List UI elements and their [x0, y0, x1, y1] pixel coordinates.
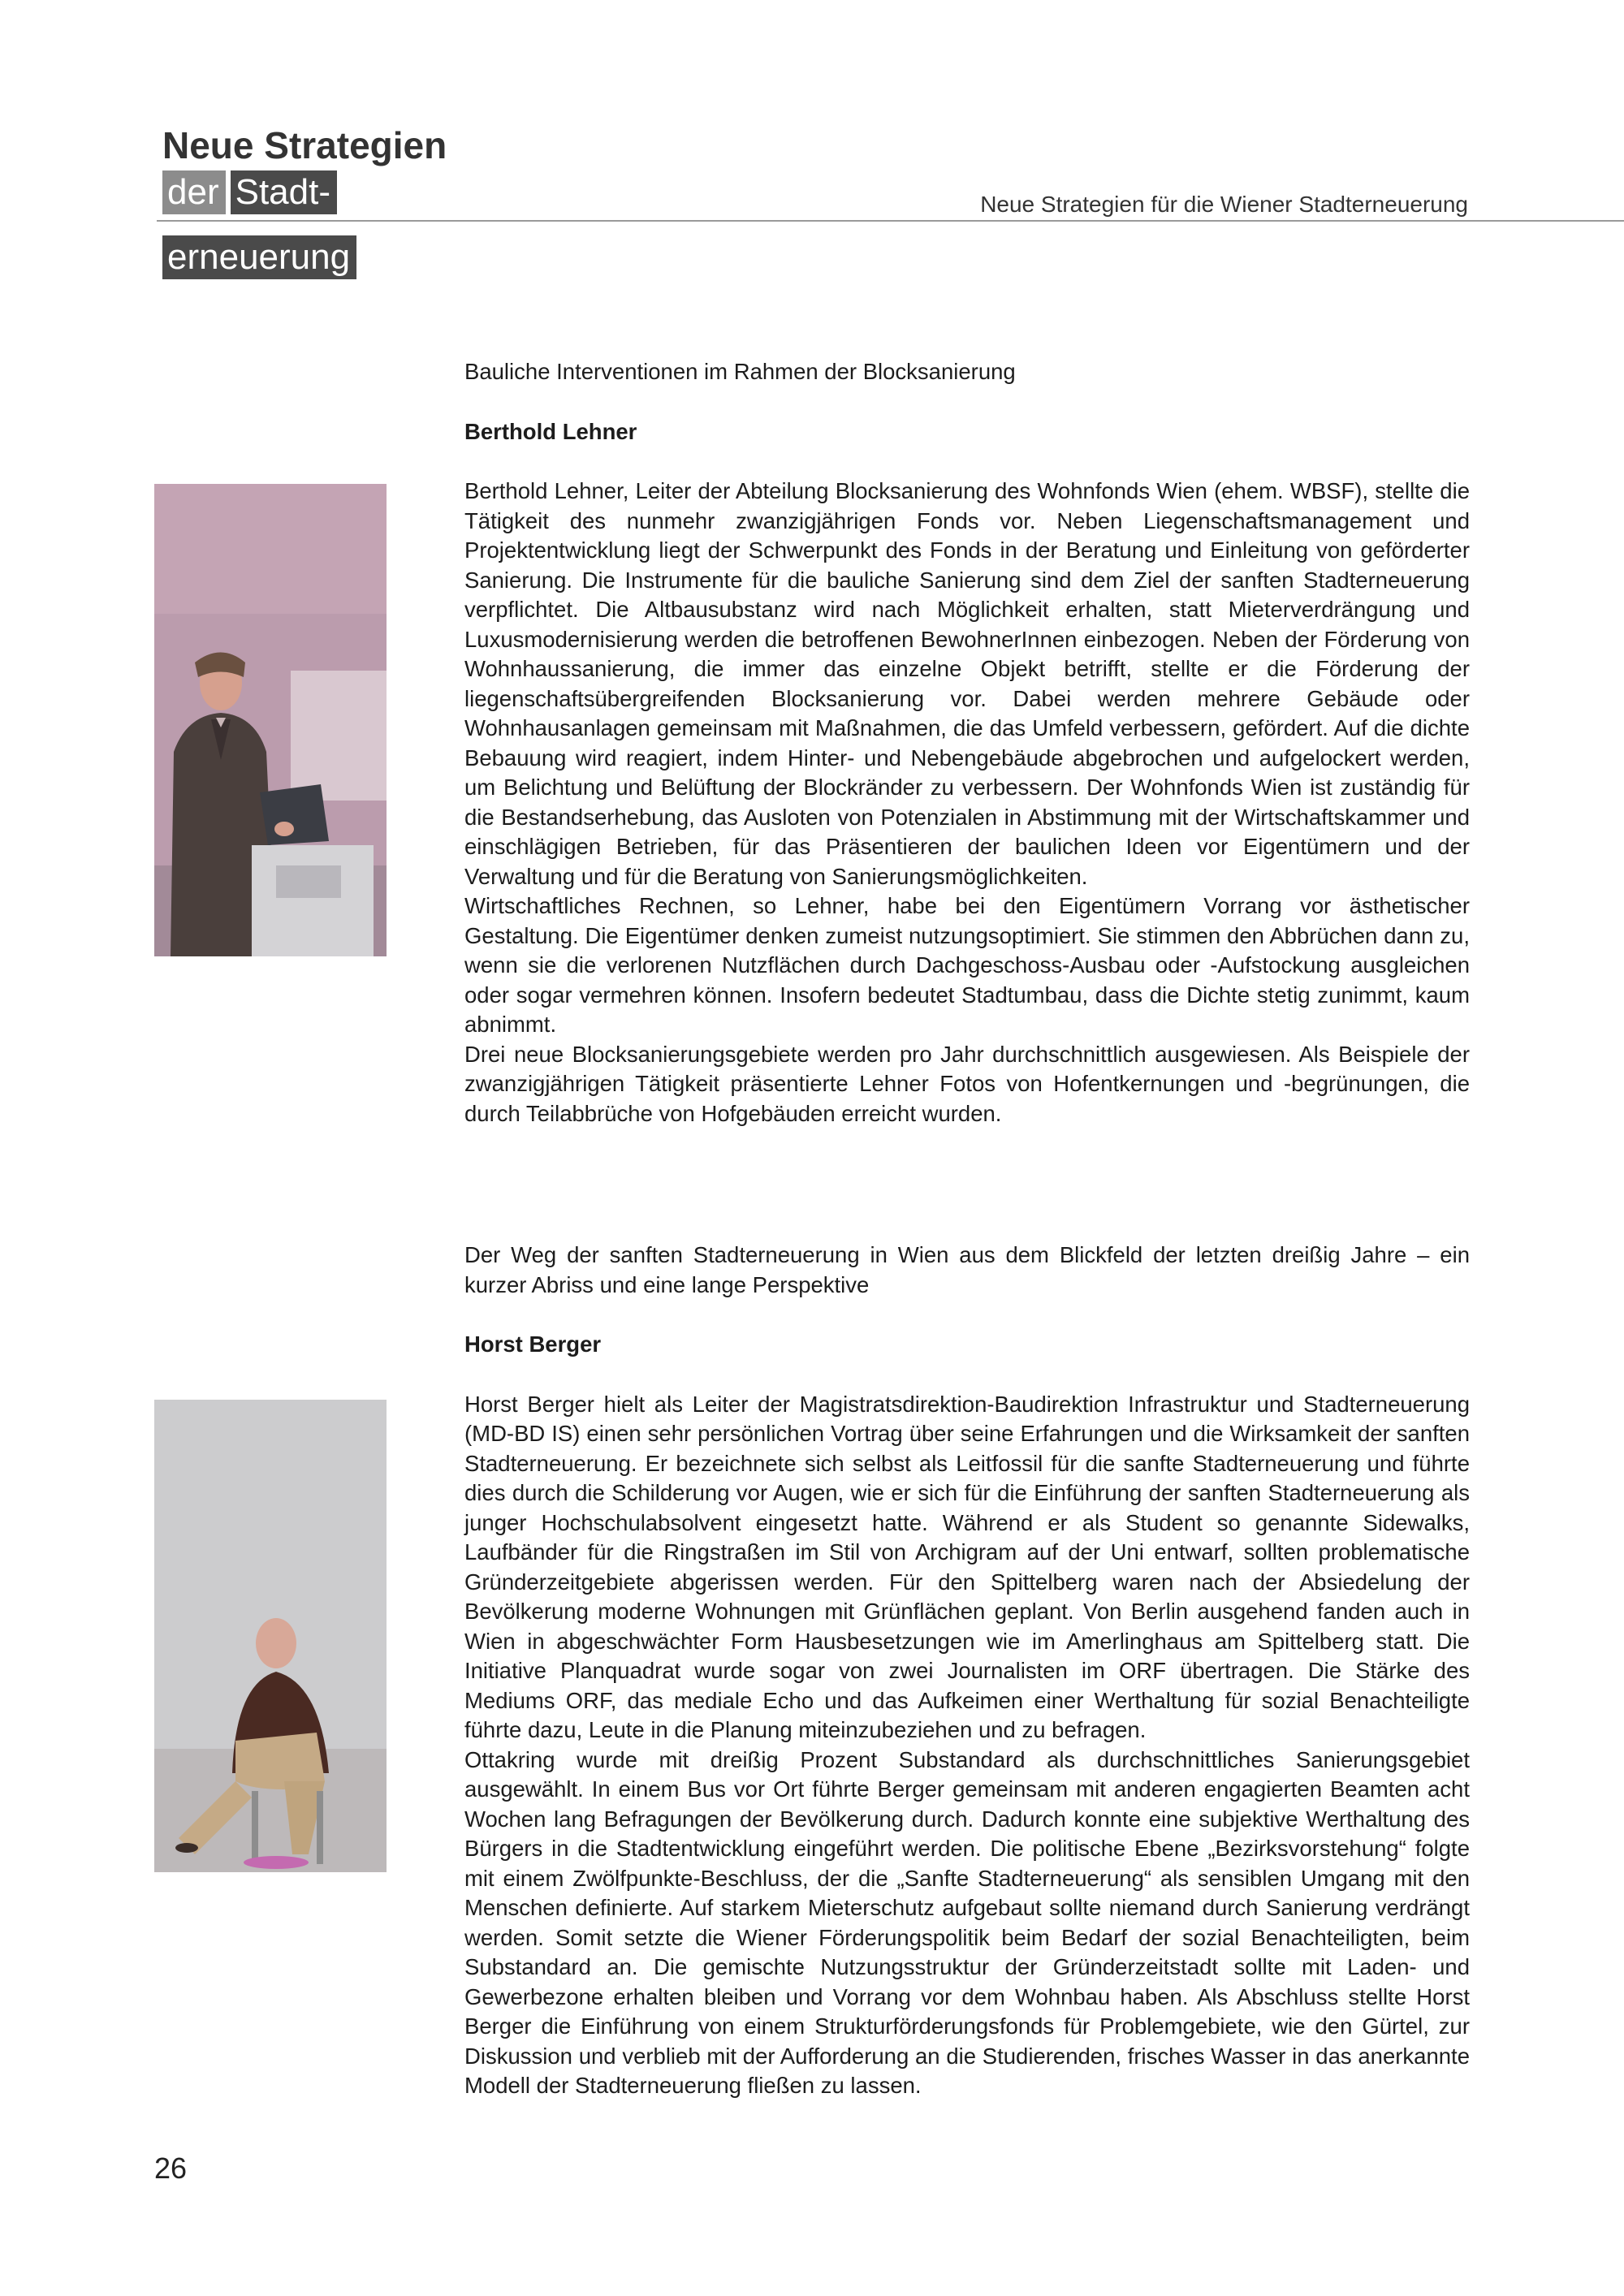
logo-row-3	[162, 235, 447, 281]
body-paragraph: Horst Berger hielt als Leiter der Magistratsdirektion-Baudirektion Infrastruktur und Stadterneuerung (MD-BD IS) einen sehr persönlichen Vortrag über seine Erfahrungen und die Wirksamkeit der sanften Stadterneuerung. Er bezeichnete sich selbst als Leitfossil für die sanfte Stadterneuerung und führte dies durch die Schilderung vor Augen, wie er sich für die Einführung der sanften Stadterneuerung als junger Hochschulabsolvent eingesetzt hatte. Während er als Student so genannte Sidewalks, Laufbänder für die Ringstraßen im Stil von Archigram auf der Uni entwarf, sollten problematische Gründerzeitgebiete abgerissen werden. Für den Spittelberg waren nach der Absiedelung der Bevölkerung moderne Wohnungen mit Grünflächen geplant. Von Berlin ausgehend fanden auch in Wien in abgeschwächter Form Hausbesetzungen wie im Amerlinghaus am Spittelberg statt. Die Initiative Planquadrat wurde sogar von zwei Journalisten im ORF übertragen. Die Stärke des Mediums ORF, das mediale Echo und das Aufkeimen einer Werthaltung für sozial Benachteiligte führte dazu, Leute in die Planung miteinzubeziehen und zu befragen.	[464, 1391, 1470, 1742]
article-section-2	[464, 1241, 1470, 2101]
series-logo	[162, 122, 447, 281]
logo-word-der: der	[162, 170, 226, 214]
photo-horst-berger	[154, 1400, 387, 1872]
running-header-title: Neue Strategien für die Wiener Stadterneuerung	[980, 192, 1468, 217]
page-number: 26	[154, 2151, 188, 2185]
photo-berthold-lehner	[154, 484, 387, 956]
logo-row-2	[162, 170, 447, 216]
body-paragraph: Berthold Lehner, Leiter der Abteilung Blocksanierung des Wohnfonds Wien (ehem. WBSF), stellte die Tätigkeit des nunmehr zwanzigjährigen Fonds vor. Neben Liegenschaftsmanagement und Projektentwicklung liegt der Schwerpunkt des Fonds in der Beratung und Einleitung von geförderter Sanierung. Die Instrumente für die bauliche Sanierung sind dem Ziel der sanften Stadterneuerung verpflichtet. Die Altbausubstanz wird nach Möglichkeit erhalten, statt Mieterverdrängung und Luxusmodernisierung werden die betroffenen BewohnerInnen einbezogen. Neben der Förderung von Wohnhaussanierung, die immer das einzelne Objekt betrifft, stellte er die Förderung der liegenschaftsübergreifenden Blocksanierung vor. Dabei werden mehrere Gebäude oder Wohnhausanlagen gemeinsam mit Maßnahmen, die das Umfeld verbessern, gefördert. Auf die dichte Bebauung wird reagiert, indem Hinter- und Nebengebäude abgebrochen und aufgelockert werden, um Belichtung und Belüftung der Blockränder zu verbessern. Der Wohnfonds Wien ist zuständig für die Bestandserhebung, das Ausloten von Potenzialen in Abstimmung mit der Wirtschaftskammer und einschlägigen Betrieben, für das Präsentieren der baulichen Ideen vor Eigentümern und der Verwaltung und für die Beratung von Sanierungsmöglichkeiten.	[464, 478, 1470, 889]
article-section-1	[464, 357, 1470, 1129]
section-author: Berthold Lehner	[464, 418, 637, 444]
body-paragraph: Ottakring wurde mit dreißig Prozent Substandard als durchschnittliches Sanierungsgebiet ausgewählt. In einem Bus vor Ort führte Berger gemeinsam mit anderen engagierten Beamten acht Wochen lang Befragungen der Bevölkerung durch. Dadurch konnte eine subjektive Werthaltung des Bürgers in die Stadtentwicklung eingeführt werden. Die politische Ebene „Bezirksvorstehung“ folgte mit einem Zwölfpunkte-Beschluss, der die „Sanfte Stadterneuerung“ als sensiblen Umgang mit den Menschen definierte. Auf starkem Mieterschutz aufgebaut sollte niemand durch Sanierung verdrängt werden. Somit setzte die Wiener Förderungspolitik beim Bedarf der sozial Benachteiligten, beim Substandard an. Die gemischte Nutzungsstruktur der Gründerzeitstadt sollte mit Laden- und Gewerbezone erhalten bleiben und Vorrang vor dem Wohnbau haben. Als Abschluss stellte Horst Berger die Einführung von einem Strukturförderungsfonds für Problemgebiete, wie den Gürtel, zur Diskussion und verblieb mit der Aufforderung an die Studierenden, frisches Wasser in das anerkannte Modell der Stadterneuerung fließen zu lassen.	[464, 1746, 1470, 2098]
section-title: Der Weg der sanften Stadterneuerung in Wien aus dem Blickfeld der letzten dreißig Jahre – ein kurzer Abriss und eine lange Perspektive	[464, 1242, 1470, 1297]
logo-word-stadt: Stadt-	[231, 170, 337, 214]
header-rule	[157, 220, 1624, 222]
logo-word-erneuerung: erneuerung	[162, 235, 356, 279]
body-paragraph: Drei neue Blocksanierungsgebiete werden pro Jahr durchschnittlich ausgewiesen. Als Beispiele der zwanzigjährigen Tätigkeit präsentierte Lehner Fotos von Hofentkernungen und -begrünungen, die durch Teilabbrüche von Hofgebäuden erreicht wurden.	[464, 1041, 1470, 1126]
body-paragraph: Wirtschaftliches Rechnen, so Lehner, habe bei den Eigentümern Vorrang vor ästhetischer Gestaltung. Die Eigentümer denken zumeist nutzungsoptimiert. Sie stimmen den Abbrüchen dann zu, wenn sie die verlorenen Nutzflächen durch Dachgeschoss-Ausbau oder -Aufstockung ausgleichen oder sogar vermehren können. Insofern bedeutet Stadtumbau, dass die Dichte stetig zunimmt, kaum abnimmt.	[464, 893, 1470, 1037]
logo-line-1: Neue Strategien	[162, 124, 447, 166]
section-title: Bauliche Interventionen im Rahmen der Blocksanierung	[464, 359, 1016, 384]
section-author: Horst Berger	[464, 1331, 602, 1357]
